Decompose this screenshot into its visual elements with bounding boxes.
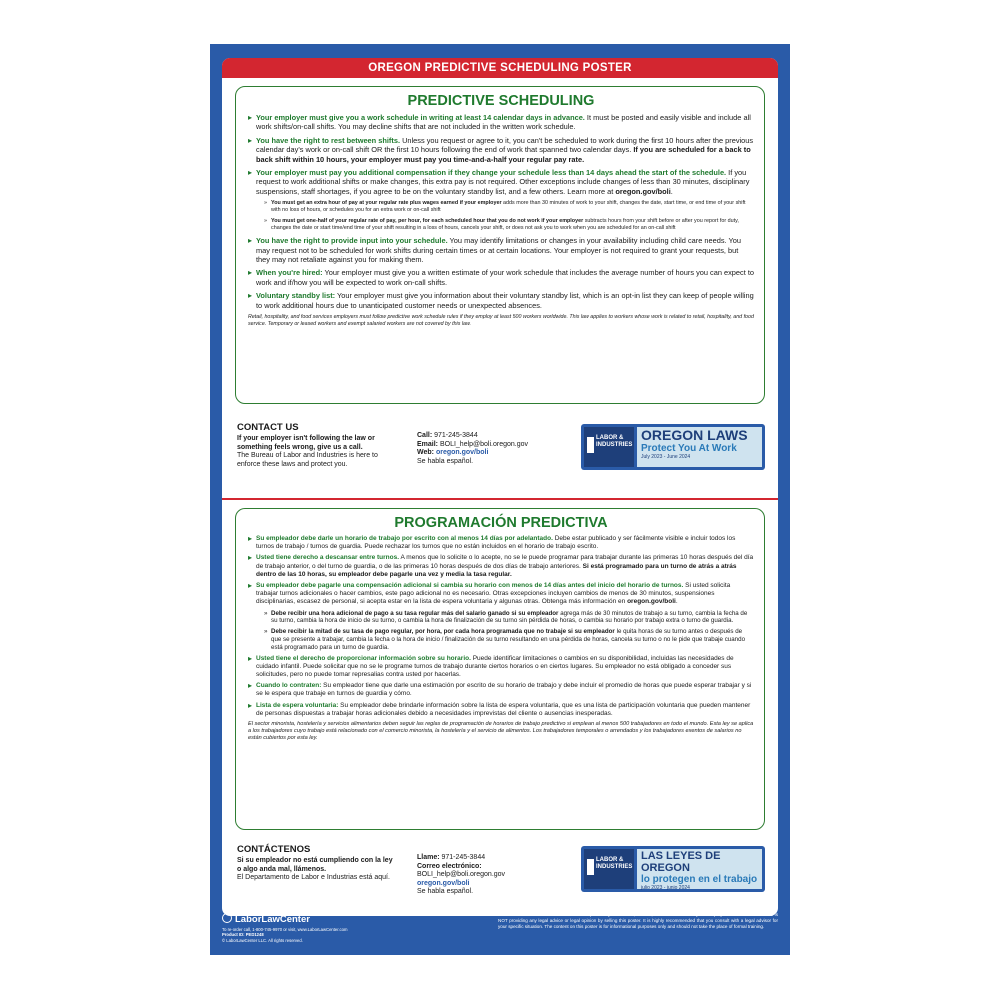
poster-inner [222, 58, 778, 916]
web-link[interactable]: oregon.gov/boli [417, 879, 470, 887]
email-address: BOLI_help@boli.oregon.gov [438, 440, 529, 448]
sub-item: » Debe recibir una hora adicional de pago a su tasa regular más del salario ganado si su empleador agrega más de 30 minutos de trabajo a su turno, cambia la fecha de su turno, cambia la hora de inicio de su turno, o cambia la hora de finalización de su turno sin pérdida de horas, o cambia su horario por trabajo extra o turno de guardia. [264, 610, 754, 626]
list-item: ▸ Usted tiene el derecho de proporcionar información sobre su horario. Puede identificar limitaciones o cambios en su disponibilidad, incluidas las necesidades de cuidado infantil. Puede solicitar que no se le programe turnos de trabajo durante ciertos horarios o en ciertos lugares. Su empleador no está obligado a conceder sus solicitudes, pero no puede tomar represalias contra usted por hacerlas. [248, 655, 754, 680]
poster [210, 44, 790, 955]
list-item: ▸ Usted tiene derecho a descansar entre turnos. A menos que lo solicite o lo acepte, no se le puede programar para trabajar durante las primeras 10 horas después del día de trabajo anterior, o del turno de guardia, o de las primeras 10 horas después de dos días de trabajo anteriores. Si está programado para un turno de atrás a atrás dentro de las 10 horas, su empleador debe pagarle una vez y media la tasa regular. [248, 554, 754, 579]
contact-lead: If your employer isn't following the law or something feels wrong, give us a call. [237, 435, 375, 451]
coverage-note: Retail, hospitality, and food services employers must follow predictive work schedule rules if they employ at least 500 workers worldwide. This law applies to workers whose work is related to retail, hospitality, and food service. Temporary or leased workers and exempt salaried workers are not covered by this law. [248, 314, 754, 327]
globe-icon [222, 913, 232, 923]
poster-footer [222, 909, 778, 951]
oregon-laws-badge: LABOR & INDUSTRIES OREGON LAWS Protect You At Work July 2023 - June 2024 [581, 424, 765, 470]
list-item: ▸ Cuando lo contraten: Su empleador tiene que darle una estimación por escrito de su horario de trabajo y debe incluir el promedio de horas que puede esperar trabajar y si se le espera que trabaje en turnos de guardia y cómo. [248, 682, 754, 698]
list-item: ▸ Voluntary standby list: Your employer must give you information about their voluntary standby list, which is an opt-in list they can keep of people willing to work additional hours due to unanticipated customer needs or unexpected absences. [248, 291, 754, 310]
list-item: ▸ Lista de espera voluntaria: Su empleador debe brindarle información sobre la lista de espera voluntaria, que es una lista de participación voluntaria que pueden mantener de personas dispuestas a trabajar horas adicionales debido a necesidades imprevistas del cliente o ausencias inesperadas. [248, 702, 754, 718]
contact-lead: Si su empleador no está cumpliendo con la ley o algo anda mal, llámenos. [237, 857, 393, 873]
spanish-box [235, 508, 765, 830]
sub-item: » You must get an extra hour of pay at your regular rate plus wages earned if your employer adds more than 30 minutes of work to your shift, changes the date, start time, or end time of your shift with no loss of hours, or schedules you for an extra work or on-call shift [264, 200, 754, 214]
list-item: ▸ When you're hired: Your employer must give you a written estimate of your work schedule that includes the average number of hours you can expect to work and if/how you will be expected to work on-call shifts. [248, 268, 754, 287]
contact-heading: CONTÁCTENOS [237, 844, 311, 855]
oregon-laws-badge: LABOR & INDUSTRIES LAS LEYES DE OREGON lo protegen en el trabajo julio 2023 - junio 2024 [581, 846, 765, 892]
oregon-state-icon: LABOR & INDUSTRIES [584, 427, 634, 467]
spanish-section [222, 498, 778, 916]
english-heading: PREDICTIVE SCHEDULING [407, 93, 595, 109]
contact-heading: CONTACT US [237, 422, 299, 433]
phone-number: 971-245-3844 [439, 854, 486, 861]
list-item: ▸ Your employer must give you a work schedule in writing at least 14 calendar days in advance. It must be posted and easily visible and include all work shifts/on-call shifts. You may decline shifts that are not included in the written work schedule. [248, 113, 754, 132]
sub-item: » You must get one-half of your regular rate of pay, per hour, for each scheduled hour that you do not work if your employer subtracts hours from your shift before or after you report for duty, changes the date or start time/end time of your shift resulting in a loss of hours, cancels your shift, or does not ask you to work when you are scheduled for an on-call shift [264, 218, 754, 232]
contact-details: Call: 971-245-3844 Email: BOLI_help@boli.oregon.gov Web: oregon.gov/boli Se habla español. [417, 432, 529, 465]
contact-block [237, 422, 765, 492]
phone-number: 971-245-3844 [432, 432, 478, 439]
oregon-state-icon: LABOR & INDUSTRIES [584, 849, 634, 889]
contact-text: The Bureau of Labor and Industries is here to enforce these laws and protect you. [237, 452, 378, 468]
coverage-note: El sector minorista, hostelería y servicios alimentarios deben seguir las reglas de programación de horarios de trabajo predictivo si emplean al menos 500 trabajadores en todo el mundo. Esta ley se aplica a los trabajadores cuyo trabajo está relacionado con el comercio minorista, la hostelería y el servicio de alimentos. Los trabajadores temporales o arrendados y los trabajadores exentos de salarios no están cubiertos por esta ley. [248, 721, 754, 742]
sub-item: » Debe recibir la mitad de su tasa de pago regular, por hora, por cada hora programada que no trabaje si su empleador le quita horas de su turno antes o después de que se presente a trabajar, cambia la fecha o la hora de inicio / finalización de su turno resultando en una pérdida de horas, cancela su turno o no le pide que trabaje cuando está programado para un turno de guardia. [264, 628, 754, 651]
contact-text: El Departamento de Labor e Industrias está aquí. [237, 874, 390, 882]
poster-title: OREGON PREDICTIVE SCHEDULING POSTER [222, 58, 778, 78]
contact-details: Llame: 971-245-3844 Correo electrónico: BOLI_help@boli.oregon.gov oregon.gov/boli Se habla español. [417, 854, 567, 897]
list-item: ▸ You have the right to provide input into your schedule. You may identify limitations or changes in your availability including child care needs. You may request not to be scheduled for work shifts during certain times or at certain locations. Your employer is not required to grant your requests, but they may not retaliate against you for making them. [248, 236, 754, 264]
english-section [222, 78, 778, 496]
list-item: ▸ Su empleador debe darle un horario de trabajo por escrito con al menos 14 días por adelantado. Debe estar publicado y ser fácilmente visible e incluir todos los turnos de trabajo / turnos de guardia. Puede rechazar los turnos que no están incluidos en el horario de trabajo escrito. [248, 535, 754, 551]
list-item: ▸ You have the right to rest between shifts. Unless you request or agree to it, you can't be scheduled to work during the first 10 hours after the previous calendar day's work or on-call shift OR the first 10 hours following the end of work that spanned two calendar days. If you are scheduled for a back to back shift within 10 hours, your employer must pay you time-and-a-half your regular pay rate. [248, 136, 754, 164]
english-box [235, 86, 765, 404]
list-item: ▸ Your employer must pay you additional compensation if they change your schedule less than 14 days ahead the start of the schedule. If you request to work additional shifts or make changes, this extra pay is not required. Other exceptions include changes of less than 30 minutes, disciplinary suspensions, staff shortages, if you agree to be on the voluntary standby list, and a few others. Learn more at oregon.gov/boli. [248, 168, 754, 196]
web-link[interactable]: oregon.gov/boli [435, 449, 489, 457]
email-address: BOLI_help@boli.oregon.gov [417, 871, 506, 879]
spanish-heading: PROGRAMACIÓN PREDICTIVA [394, 515, 608, 531]
contact-block [237, 844, 765, 914]
laborlawcenter-logo: LaborLawCenter [222, 913, 310, 925]
disclaimer: LaborLawCenter LLC does NOT assume responsibility for the use, actions, or decisions made by the employer. LaborLawCenter LLC is NOT providing any legal advice or legal opinion by selling this poster. It is highly recommended that you consult with a legal advisor for your specific situation. The content on this poster is for informational purposes only and should not take the place of formal training. [498, 912, 778, 929]
list-item: ▸ Su empleador debe pagarle una compensación adicional si cambia su horario con menos de 14 días antes del inicio del horario de turnos. Si usted solicita trabajar turnos adicionales o hacer cambios, este pago adicional no es necesario. Otras excepciones incluyen cambios de menos de 30 minutos, suspensiones disciplinarias, escasez de personal, si acepta estar en la lista de espera voluntaria y algunas otras. Obtenga más información en oregon.gov/boli. [248, 582, 754, 607]
reorder-info: To re-order call, 1-800-745-9970 or visit, www.LaborLawCenter.com Product ID: PED1248 © LaborLawCenter LLC. All rights reserved. [222, 927, 348, 943]
